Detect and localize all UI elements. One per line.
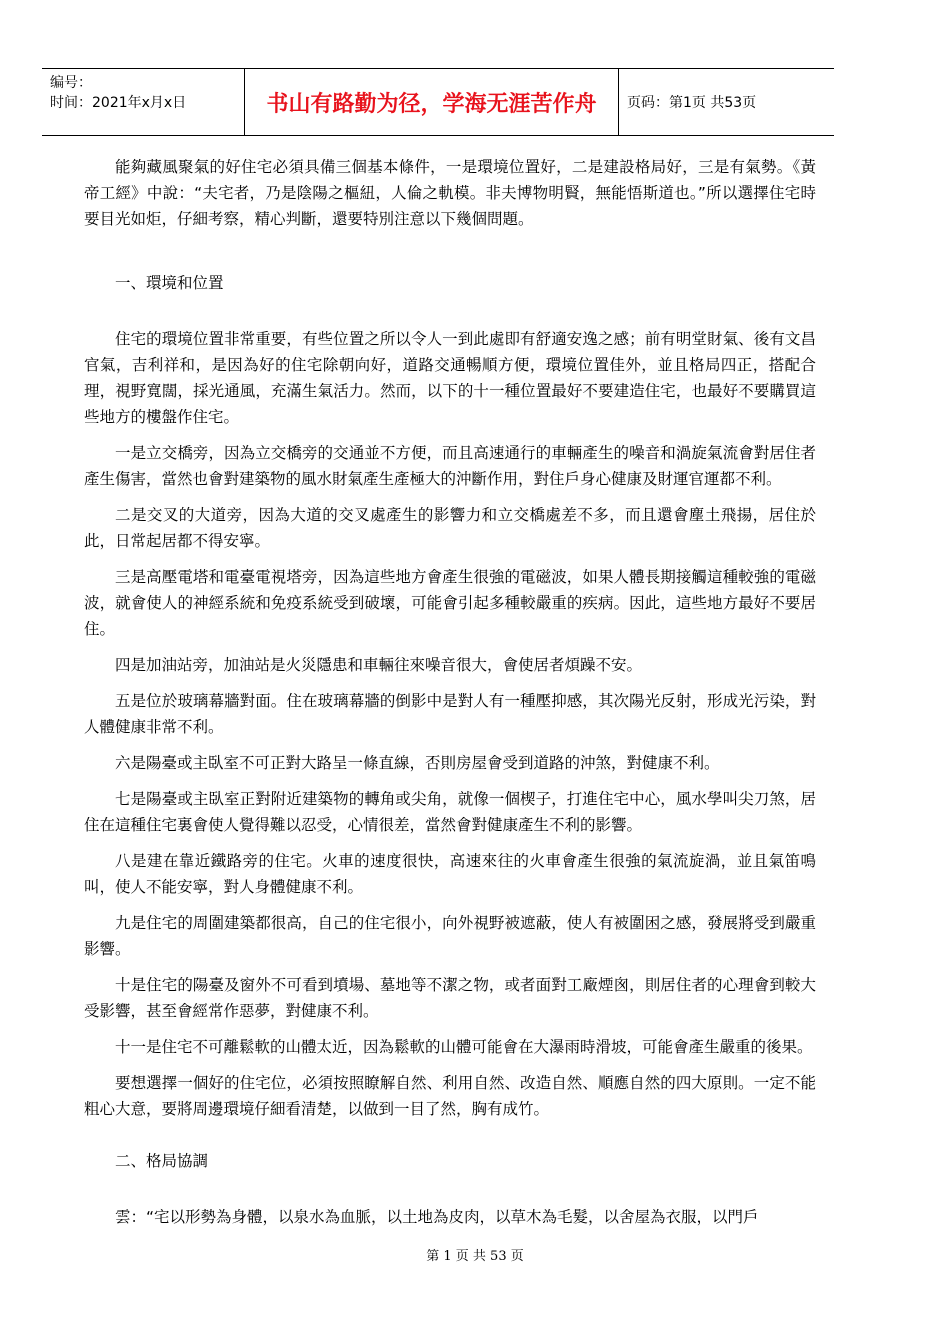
document-body: [84, 154, 816, 1240]
header-page-info: 页码：第1页 共53页: [627, 95, 757, 111]
body-paragraph: 七是陽臺或主臥室正對附近建築物的轉角或尖角，就像一個楔子，打進住宅中心，風水學叫尖刀煞，居住在這種住宅裏會使人覺得難以忍受，心情很差，當然會對健康產生不利的影響。: [84, 790, 816, 834]
body-paragraph: 十是住宅的陽臺及窗外不可看到墳場、墓地等不潔之物，或者面對工廠煙囪，則居住者的心理會到較大受影響，甚至會經常作惡夢，對健康不利。: [84, 976, 816, 1020]
section-heading-environment: 一、環境和位置: [115, 274, 224, 292]
header-meta: [42, 69, 245, 135]
body-paragraph: 六是陽臺或主臥室不可正對大路呈一條直線，否則房屋會受到道路的沖煞，對健康不利。: [115, 754, 720, 772]
body-paragraph: 四是加油站旁，加油站是火災隱患和車輛往來噪音很大，會使居者煩躁不安。: [115, 656, 643, 674]
body-paragraph: 三是高壓電塔和電臺電視塔旁，因為這些地方會產生很強的電磁波，如果人體長期接觸這種較強的電磁波，就會使人的神經系統和免疫系統受到破壞，可能會引起多種較嚴重的疾病。因此，這些地方最好不要居住。: [84, 568, 816, 638]
section-heading-layout: 二、格局協調: [115, 1152, 209, 1170]
intro-paragraph: 能夠藏風聚氣的好住宅必須具備三個基本條件，一是環境位置好，二是建設格局好，三是有氣勢。《黃帝工經》中說：“夫宅者，乃是陰陽之樞紐，人倫之軌模。非夫博物明賢，無能悟斯道也。”所以選擇住宅時要目光如炬，仔細考察，精心判斷，還要特別注意以下幾個問題。: [84, 158, 816, 228]
header-motto: 书山有路勤为径，学海无涯苦作舟: [245, 69, 619, 135]
page-footer: 第 1 页 共 53 页: [426, 1249, 524, 1264]
body-paragraph: 九是住宅的周圍建築都很高，自己的住宅很小，向外視野被遮蔽，使人有被圍困之感，發展將受到嚴重影響。: [84, 914, 816, 958]
body-paragraph: 五是位於玻璃幕牆對面。住在玻璃幕牆的倒影中是對人有一種壓抑感，其次陽光反射，形成光污染，對人體健康非常不利。: [84, 692, 816, 736]
body-paragraph: 二是交叉的大道旁，因為大道的交叉處產生的影響力和立交橋處差不多，而且還會塵土飛揚，居住於此，日常起居都不得安寧。: [84, 506, 816, 550]
body-paragraph: 十一是住宅不可離鬆軟的山體太近，因為鬆軟的山體可能會在大瀑雨時滑坡，可能會產生嚴重的後果。: [115, 1038, 813, 1056]
body-paragraph: 一是立交橋旁，因為立交橋旁的交通並不方便，而且高速通行的車輛產生的噪音和渦旋氣流會對居住者產生傷害，當然也會對建築物的風水財氣產生產極大的沖斷作用，對住戶身心健康及財運官運都不利。: [84, 444, 816, 488]
body-paragraph: 住宅的環境位置非常重要，有些位置之所以令人一到此處即有舒適安逸之感；前有明堂財氣、後有文昌官氣，吉利祥和，是因為好的住宅除朝向好，道路交通暢順方便，環境位置佳外，並且格局四正，搭配合理，視野寬闊，採光通風，充滿生氣活力。然而，以下的十一種位置最好不要建造住宅，也最好不要購買這些地方的樓盤作住宅。: [84, 330, 816, 426]
page-header: [42, 68, 834, 136]
body-paragraph: 雲：“宅以形勢為身體，以泉水為血脈，以土地為皮肉，以草木為毛髮，以舍屋為衣服，以門戶: [115, 1208, 759, 1226]
body-paragraph: 要想選擇一個好的住宅位，必須按照瞭解自然、利用自然、改造自然、順應自然的四大原則。一定不能粗心大意，要將周邊環境仔細看清楚，以做到一目了然，胸有成竹。: [84, 1074, 816, 1118]
document-number-label: 编号：: [50, 75, 92, 91]
document-time-label: 时间：2021年x月x日: [50, 95, 187, 111]
body-paragraph: 八是建在靠近鐵路旁的住宅。火車的速度很快，高速來往的火車會產生很強的氣流旋渦，並且氣笛鳴叫，使人不能安寧，對人身體健康不利。: [84, 852, 816, 896]
